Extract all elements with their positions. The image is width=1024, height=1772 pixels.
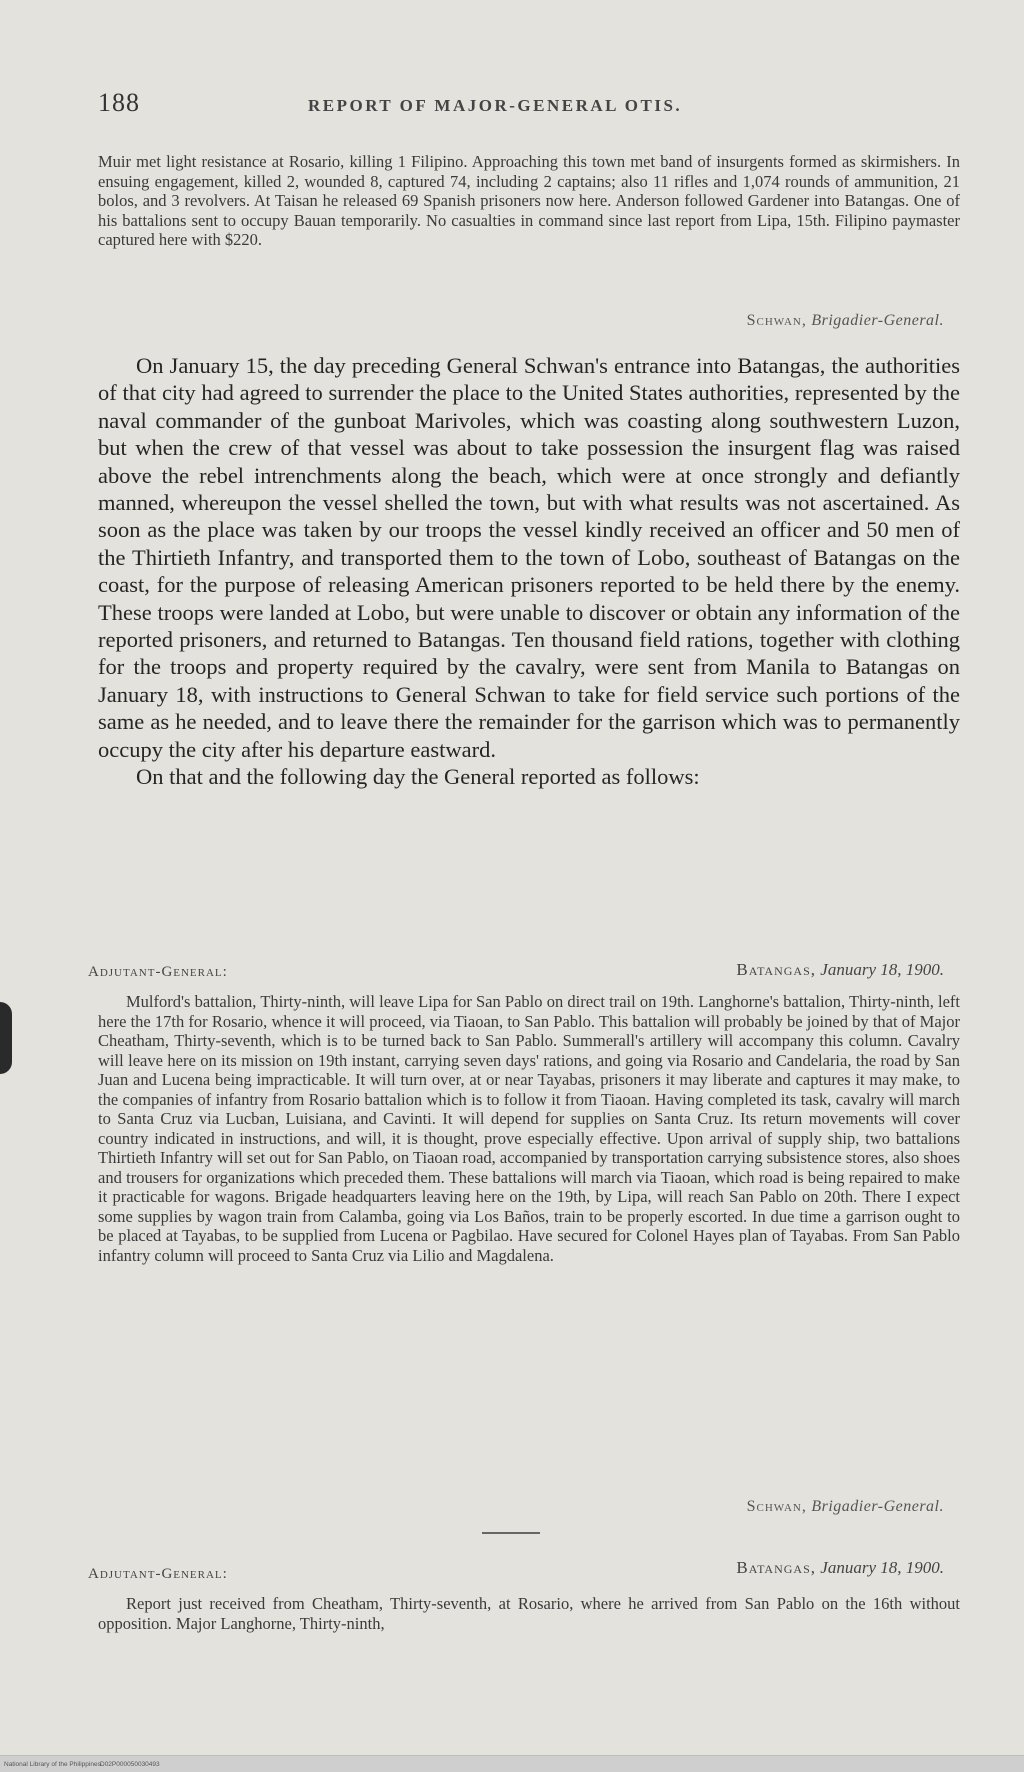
footer-id: D02P000050030493 <box>100 1761 160 1768</box>
signature-title: Brigadier-General. <box>811 312 944 329</box>
dateline-date: January 18, 1900. <box>820 1558 944 1577</box>
footer-library: National Library of the Philippines <box>4 1761 101 1768</box>
telegram-1-body <box>98 992 960 1265</box>
excerpt-text: Muir met light resistance at Rosario, killing 1 Filipino. Approaching this town met band of insurgents formed as skirmishers. In ensuing engagement, killed 2, wounded 8, captured 74, including 2 captains; also 11 rifles and 1,074 rounds of ammunition, 21 bolos, and 3 revolvers. At Taisan he released 69 Spanish prisoners now here. Anderson followed Gardener into Batangas. One of his battalions sent to occupy Bauan temporarily. No casualties in command since last report from Lipa, 15th. Filipino paymaster captured here with $220. <box>98 152 960 249</box>
signature-1 <box>747 312 944 330</box>
main-narrative <box>98 352 960 791</box>
dateline-1 <box>736 960 944 980</box>
dateline-place: Batangas, <box>736 1558 817 1577</box>
narrative-paragraph-2: On that and the following day the General reported as follows: <box>136 764 700 790</box>
dateline-2 <box>736 1558 944 1578</box>
separator-rule <box>482 1532 540 1534</box>
signature-2 <box>747 1498 944 1516</box>
telegram-2-body <box>98 1594 960 1633</box>
signature-title: Brigadier-General. <box>811 1498 944 1515</box>
dateline-place: Batangas, <box>736 960 817 979</box>
telegram-2-text: Report just received from Cheatham, Thirty-seventh, at Rosario, where he arrived from San Pablo on the 16th without opposition. Major Langhorne, Thirty-ninth, <box>98 1594 960 1633</box>
page-number: 188 <box>98 88 140 117</box>
page-title: REPORT OF MAJOR-GENERAL OTIS. <box>308 96 683 115</box>
telegram-excerpt <box>98 152 960 250</box>
addressee-1: Adjutant-General: <box>88 964 228 980</box>
running-head <box>98 88 958 124</box>
signature-name: Schwan, <box>746 312 807 329</box>
page-edge-mark <box>0 1002 12 1074</box>
scan-footer <box>0 1755 1024 1772</box>
addressee-2: Adjutant-General: <box>88 1566 228 1582</box>
dateline-date: January 18, 1900. <box>820 960 944 979</box>
signature-name: Schwan, <box>746 1498 807 1515</box>
telegram-1-text: Mulford's battalion, Thirty-ninth, will leave Lipa for San Pablo on direct trail on 19th. Langhorne's battalion, Thirty-ninth, left here the 17th for Rosario, whence it will proceed, via Tiaoan, to San Pablo. This battalion will probably be joined by that of Major Cheatham, Thirty-seventh, which is to be turned back to San Pablo. Summerall's artillery will accompany this column. Cavalry will leave here on its mission on 19th instant, carrying seven days' rations, and going via Rosario and Candelaria, the road by San Juan and Lucena being impracticable. It will turn over, at or near Tayabas, prisoners it may liberate and captures it may make, to the companies of infantry from Rosario battalion which is to follow it from Tiaoan. Having completed its task, cavalry will march to Santa Cruz via Lucban, Luisiana, and Cavinti. It will depend for supplies on Santa Cruz. Its return movements will cover country indicated in instructions, and will, it is thought, prove especially effective. Upon arrival of supply ship, two battalions Thirtieth Infantry will set out for San Pablo, on Tiaoan road, accompanied by transportation carrying subsistence stores, also shoes and trousers for organizations which preceded them. These battalions will march via Tiaoan, which road is being repaired to make it practicable for wagons. Brigade headquarters leaving here on the 19th, by Lipa, will reach San Pablo on 20th. There I expect some supplies by wagon train from Calamba, going via Los Baños, train to be properly escorted. In due time a garrison ought to be placed at Tayabas, to be supplied from Lucena or Pagbilao. Have secured for Colonel Hayes plan of Tayabas. From San Pablo infantry column will proceed to Santa Cruz via Lilio and Magdalena. <box>98 992 960 1265</box>
narrative-paragraph-1: On January 15, the day preceding General Schwan's entrance into Batangas, the authorities of that city had agreed to surrender the place to the United States authorities, represented by the naval commander of the gunboat Marivoles, which was coasting along southwestern Luzon, but when the crew of that vessel was about to take possession the insurgent flag was raised above the rebel intrenchments along the beach, which were at once strongly and defiantly manned, whereupon the vessel shelled the town, but with what results was not ascertained. As soon as the place was taken by our troops the vessel kindly received an officer and 50 men of the Thirtieth Infantry, and transported them to the town of Lobo, southeast of Batangas on the coast, for the purpose of releasing American prisoners reported to be held there by the enemy. These troops were landed at Lobo, but were unable to discover or obtain any information of the reported prisoners, and returned to Batangas. Ten thousand field rations, together with clothing for the troops and property required by the cavalry, were sent from Manila to Batangas on January 18, with instructions to General Schwan to take for field service such portions of the same as he needed, and to leave there the remainder for the garrison which was to permanently occupy the city after his departure eastward. <box>98 353 960 762</box>
